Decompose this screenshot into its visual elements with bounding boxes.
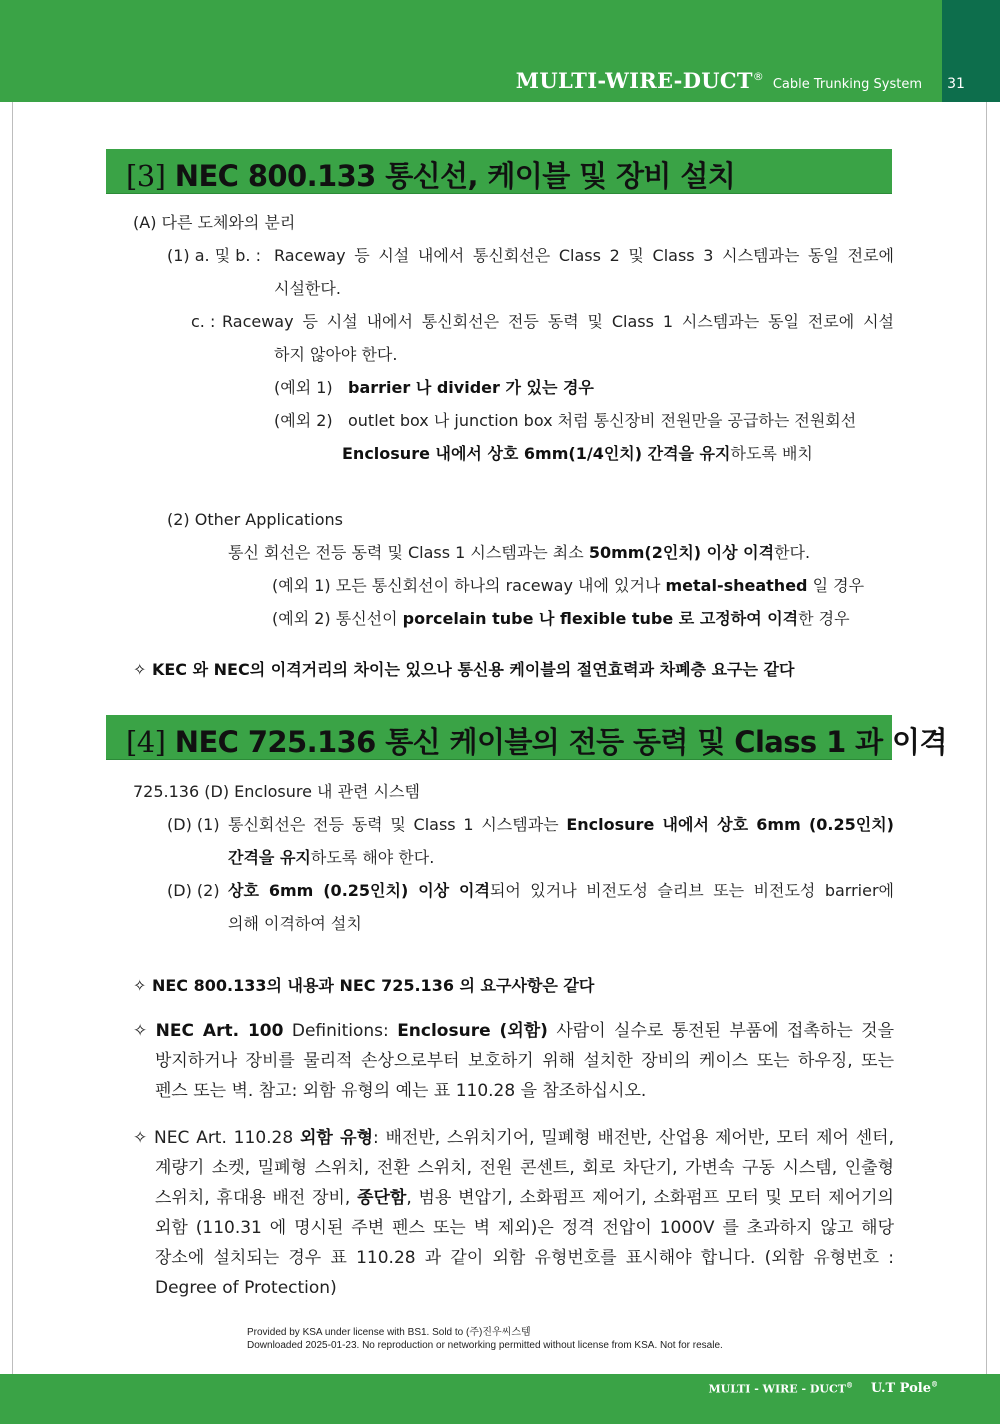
section-4-note-3-line-2: 계량기 소켓, 밀폐형 스위치, 전환 스위치, 전원 콘센트, 회로 차단기, 가변속 구동 시스템, 인출형 bbox=[155, 1158, 894, 1178]
exception-1-text: barrier 나 divider 가 있는 경우 bbox=[348, 378, 594, 397]
section-4-note-2-line-2: 방지하거나 장비를 물리적 손상으로부터 보호하기 위해 설치한 장비의 케이스 또는 하우징, 또는 bbox=[155, 1051, 894, 1071]
section-4-note-3-line-3: 스위치, 휴대용 배전 장비, 종단함, 범용 변압기, 소화펌프 제어기, 소화펌프 모터 및 모터 제어기의 bbox=[155, 1188, 894, 1208]
section-4-title bbox=[126, 720, 947, 761]
item-1-ab-label: (1) a. 및 b. : bbox=[167, 246, 261, 265]
item-2-exception-1: (예외 1) 모든 통신회선이 하나의 raceway 내에 있거나 metal-sheathed 일 경우 bbox=[272, 576, 865, 595]
section-4-note-3-line-6: Degree of Protection) bbox=[155, 1278, 337, 1298]
d2-text-cont: 의해 이격하여 설치 bbox=[228, 914, 362, 933]
frame-line-left bbox=[12, 102, 13, 1374]
footer-registered-mark: ® bbox=[845, 1380, 853, 1390]
item-1-ab-text-cont: 시설한다. bbox=[274, 279, 341, 298]
exception-2-text: outlet box 나 junction box 처럼 통신장비 전원만을 공급하는 전원회선 bbox=[348, 411, 857, 430]
section-3-number: [3] bbox=[126, 159, 166, 193]
item-1-c-text: Raceway 등 시설 내에서 통신회선은 전등 동력 및 Class 1 시스템과는 동일 전로에 시설 bbox=[222, 312, 894, 331]
item-1-c-label: c. : bbox=[191, 312, 216, 331]
section-3-a-heading: (A) 다른 도체와의 분리 bbox=[133, 213, 296, 232]
footer-brand bbox=[708, 1380, 938, 1396]
exception-1-label: (예외 1) bbox=[274, 378, 333, 397]
footer-brand-name: MULTI - WIRE - DUCT bbox=[708, 1382, 846, 1396]
exception-2-text-cont: Enclosure 내에서 상호 6mm(1/4인치) 간격을 유지하도록 배치 bbox=[342, 444, 813, 463]
d1-text: 통신회선은 전등 동력 및 Class 1 시스템과는 Enclosure 내에서 상호 6mm (0.25인치) bbox=[228, 815, 894, 834]
license-notice-line-1: Provided by KSA under license with BS1. Sold to (주)진우씨스템 bbox=[247, 1327, 531, 1338]
section-3-note: ✧ KEC 와 NEC의 이격거리의 차이는 있으나 통신용 케이블의 절연효력과 차폐층 요구는 같다 bbox=[133, 660, 795, 679]
brand-name: MULTI-WIRE-DUCT bbox=[515, 68, 753, 93]
license-notice-line-2: Downloaded 2025-01-23. No reproduction or networking permitted without license from KSA. Not for resale. bbox=[247, 1340, 723, 1351]
section-4-note-3: ✧ NEC Art. 110.28 외함 유형: 배전반, 스위치기어, 밀폐형 배전반, 산업용 제어반, 모터 제어 센터, bbox=[133, 1128, 894, 1148]
item-2-exception-2: (예외 2) 통신선이 porcelain tube 나 flexible tube 로 고정하여 이격한 경우 bbox=[272, 609, 850, 628]
section-4-note-3-line-4: 외함 (110.31 에 명시된 주변 펜스 또는 벽 제외)은 정격 전압이 1000V 를 초과하지 않고 해당 bbox=[155, 1218, 894, 1238]
d2-text: 상호 6mm (0.25인치) 이상 이격되어 있거나 비전도성 슬리브 또는 비전도성 barrier에 bbox=[228, 881, 894, 900]
registered-mark: ® bbox=[752, 69, 764, 83]
page-number: 31 bbox=[947, 76, 965, 92]
item-1-ab-text: Raceway 등 시설 내에서 통신회선은 Class 2 및 Class 3 시스템과는 동일 전로에 bbox=[274, 246, 894, 265]
exception-2-label: (예외 2) bbox=[274, 411, 333, 430]
section-4-note-2-line-3: 펜스 또는 벽. 참고: 외함 유형의 예는 표 110.28 을 참조하십시오. bbox=[155, 1081, 647, 1101]
d1-label: (D) (1) bbox=[167, 815, 220, 834]
section-4-heading: 725.136 (D) Enclosure 내 관련 시스템 bbox=[133, 782, 420, 801]
d1-text-cont: 간격을 유지하도록 해야 한다. bbox=[228, 848, 435, 867]
item-2-heading: (2) Other Applications bbox=[167, 510, 343, 529]
frame-line-right bbox=[986, 102, 987, 1374]
section-3-title bbox=[126, 154, 735, 195]
header-brand bbox=[516, 68, 922, 93]
section-4-note-3-line-5: 장소에 설치되는 경우 표 110.28 과 같이 외함 유형번호를 표시해야 합니다. (외함 유형번호 : bbox=[155, 1248, 894, 1268]
d2-label: (D) (2) bbox=[167, 881, 220, 900]
item-1-c-text-cont: 하지 않아야 한다. bbox=[274, 345, 398, 364]
section-4-note-2: ✧ NEC Art. 100 Definitions: Enclosure (외함) 사람이 실수로 통전된 부품에 접촉하는 것을 bbox=[133, 1021, 894, 1041]
section-3-title-bar bbox=[106, 149, 892, 193]
section-4-title-bar bbox=[106, 715, 947, 759]
section-4-title-text: NEC 725.136 통신 케이블의 전등 동력 및 Class 1 과 이격 bbox=[165, 725, 947, 759]
section-4-note-1: ✧ NEC 800.133의 내용과 NEC 725.136 의 요구사항은 같다 bbox=[133, 976, 595, 995]
license-notice bbox=[247, 1326, 723, 1352]
section-3-title-text: NEC 800.133 통신선, 케이블 및 장비 설치 bbox=[165, 159, 736, 193]
section-4-number: [4] bbox=[126, 725, 166, 759]
footer-pole: U.T Pole® bbox=[870, 1380, 938, 1397]
brand-subtitle: Cable Trunking System bbox=[772, 77, 922, 92]
item-2-text: 통신 회선은 전등 동력 및 Class 1 시스템과는 최소 50mm(2인치) 이상 이격한다. bbox=[228, 543, 811, 562]
